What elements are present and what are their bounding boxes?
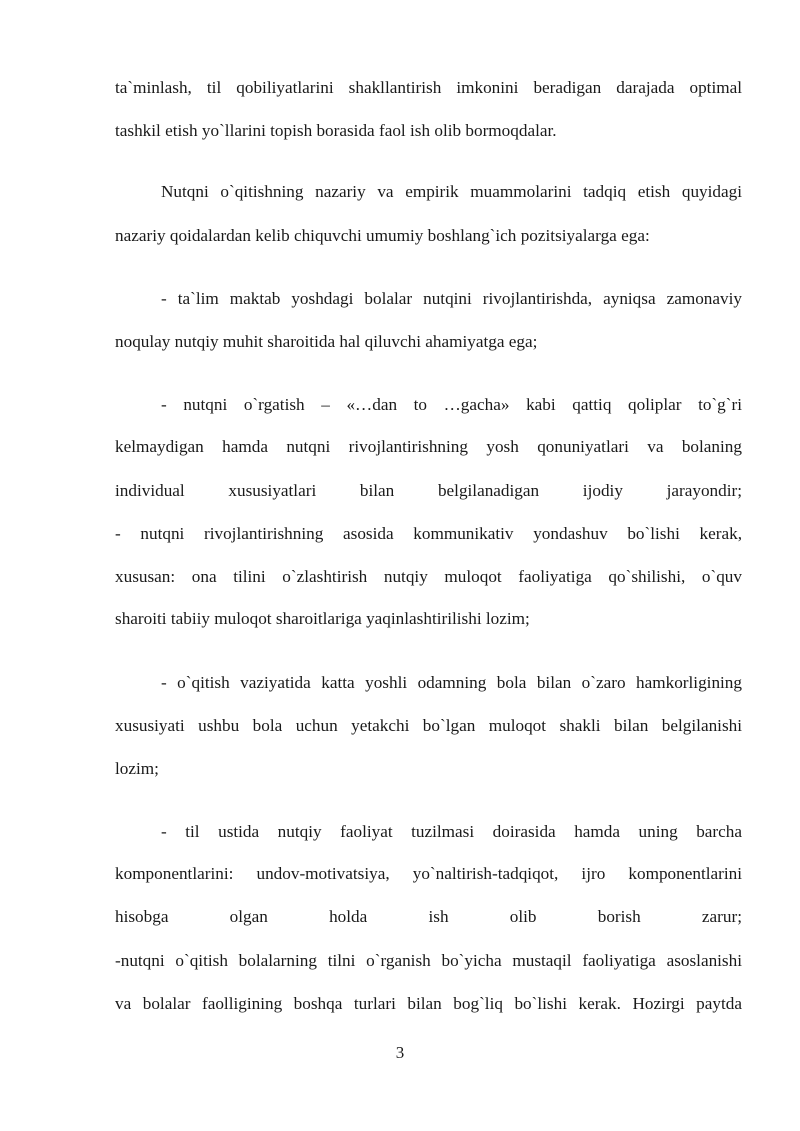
text-line: sharoiti tabiiy muloqot sharoitlariga yaqinlashtirilishi lozim; xyxy=(115,609,530,628)
text-line: komponentlarini: undov-motivatsiya, yo`naltirish-tadqiqot, ijro komponentlarini xyxy=(115,864,742,883)
text-line: - nutqni o`rgatish – «…dan to …gacha» kabi qattiq qoliplar to`g`ri xyxy=(161,395,742,414)
text-line: ta`minlash, til qobiliyatlarini shakllantirish imkonini beradigan darajada optimal xyxy=(115,78,742,97)
text-line: - o`qitish vaziyatida katta yoshli odamning bola bilan o`zaro hamkorligining xyxy=(161,673,742,692)
text-line: noqulay nutqiy muhit sharoitida hal qiluvchi ahamiyatga ega; xyxy=(115,332,538,351)
text-line: - til ustida nutqiy faoliyat tuzilmasi doirasida hamda uning barcha xyxy=(161,822,742,841)
text-line: tashkil etish yo`llarini topish borasida faol ish olib bormoqdalar. xyxy=(115,121,557,140)
text-line: nazariy qoidalardan kelib chiquvchi umumiy boshlang`ich pozitsiyalarga ega: xyxy=(115,226,650,245)
text-line: lozim; xyxy=(115,759,159,778)
text-line: xususiyati ushbu bola uchun yetakchi bo`lgan muloqot shakli bilan belgilanishi xyxy=(115,716,742,735)
text-line: Nutqni o`qitishning nazariy va empirik muammolarini tadqiq etish quyidagi xyxy=(161,182,742,201)
text-line: hisobga olgan holda ish olib borish zarur; xyxy=(115,907,742,926)
text-line: -nutqni o`qitish bolalarning tilni o`rganish bo`yicha mustaqil faoliyatiga asoslanishi xyxy=(115,951,742,970)
text-line: - nutqni rivojlantirishning asosida kommunikativ yondashuv bo`lishi kerak, xyxy=(115,524,742,543)
text-line: individual xususiyatlari bilan belgilanadigan ijodiy jarayondir; xyxy=(115,481,742,500)
page-number: 3 xyxy=(395,1043,405,1062)
text-line: - ta`lim maktab yoshdagi bolalar nutqini rivojlantirishda, ayniqsa zamonaviy xyxy=(161,289,742,308)
text-line: xususan: ona tilini o`zlashtirish nutqiy muloqot faoliyatiga qo`shilishi, o`quv xyxy=(115,567,742,586)
text-line: va bolalar faolligining boshqa turlari bilan bog`liq bo`lishi kerak. Hozirgi paytda xyxy=(115,994,742,1013)
text-line: kelmaydigan hamda nutqni rivojlantirishning yosh qonuniyatlari va bolaning xyxy=(115,437,742,456)
